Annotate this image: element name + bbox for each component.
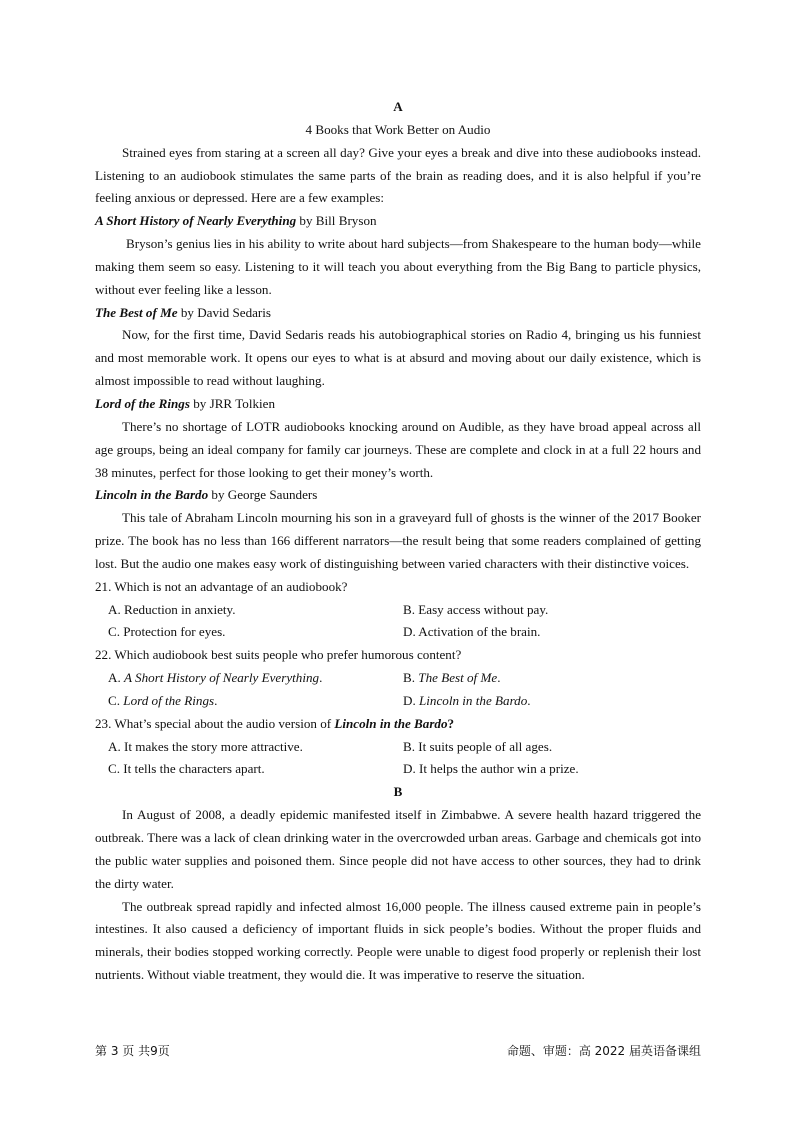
question-21-stem: 21. Which is not an advantage of an audiobook? bbox=[95, 578, 348, 594]
option-d: D. It helps the author win a prize. bbox=[403, 761, 579, 777]
question-23-stem: 23. What’s special about the audio version of Lincoln in the Bardo? bbox=[95, 715, 455, 731]
section-b-heading: B bbox=[393, 784, 403, 800]
book-author: by Bill Bryson bbox=[296, 213, 377, 229]
book-author: by David Sedaris bbox=[177, 304, 272, 320]
book-heading bbox=[95, 484, 701, 507]
option-d: D. Lincoln in the Bardo. bbox=[403, 692, 531, 708]
footer-credit: 命题、审题：高 2022 届英语备课组 bbox=[506, 1044, 701, 1058]
page-footer bbox=[95, 1042, 701, 1059]
book-description: Bryson’s genius lies in his ability to write about hard subjects—from Shakespeare to the human body—while making them seem so easy. Listening to it will teach you about everything from the Big Bang to particle physics, without ever feeling like a lesson. bbox=[95, 236, 701, 297]
document-page bbox=[95, 96, 701, 987]
book-description: Now, for the first time, David Sedaris reads his autobiographical stories on Radio 4, bringing us his funniest and most memorable work. It opens our eyes to what is at absurd and moving about our daily existence, which is almost impossible to read without laughing. bbox=[95, 327, 701, 389]
section-b-paragraph: The outbreak spread rapidly and infected almost 16,000 people. The illness caused extreme pain in people’s intestines. It also caused a deficiency of important fluids in sick people’s bodies. Without the proper fluids and minerals, their bodies stopped working correctly. People were unable to digest food properly or replenish their lost nutrients. Without viable treatment, they would die. It was imperative to reserve the situation. bbox=[95, 898, 701, 983]
option-b: B. It suits people of all ages. bbox=[403, 738, 553, 754]
book-title: The Best of Me bbox=[95, 304, 178, 320]
book-description: There’s no shortage of LOTR audiobooks knocking around on Audible, as they have broad appeal across all age groups, being an ideal company for family car journeys. These are complete and clock in at a full 22 hours and 38 minutes, perfect for those looking to get their money’s worth. bbox=[95, 418, 701, 480]
question-22-options bbox=[95, 667, 701, 713]
book-heading bbox=[95, 210, 701, 233]
option-c: C. Lord of the Rings. bbox=[108, 692, 218, 708]
option-c: C. Protection for eyes. bbox=[108, 624, 226, 640]
option-d: D. Activation of the brain. bbox=[403, 624, 541, 640]
intro-paragraph: Strained eyes from staring at a screen all day? Give your eyes a break and dive into these audiobooks instead. Listening to an audiobook stimulates the same parts of the brain as reading does, and it is also helpful if you’re feeling anxious or depressed. Here are a few examples: bbox=[95, 144, 701, 206]
option-a: A. It makes the story more attractive. bbox=[108, 738, 303, 754]
section-b-paragraph: In August of 2008, a deadly epidemic manifested itself in Zimbabwe. A severe health hazard triggered the outbreak. There was a lack of clean drinking water in the overcrowded urban areas. Garbage and chemicals got into the public water supplies and poisoned them. Since people did not have access to other sources, they had to drink the dirty water. bbox=[95, 807, 701, 891]
page-number: 第 3 页 共9页 bbox=[95, 1044, 170, 1058]
question-22-stem: 22. Which audiobook best suits people who prefer humorous content? bbox=[95, 647, 462, 663]
book-author: by JRR Tolkien bbox=[189, 395, 276, 411]
book-description: This tale of Abraham Lincoln mourning his son in a graveyard full of ghosts is the winner of the 2017 Booker prize. The book has no less than 166 different narrators—the result being that some readers complained of getting lost. But the audio one makes easy work of distinguishing between varied characters with their distinctive voices. bbox=[95, 510, 701, 571]
section-a-heading: A bbox=[393, 99, 403, 114]
option-c: C. It tells the characters apart. bbox=[108, 761, 265, 777]
question-21-options bbox=[95, 599, 701, 645]
book-title: Lord of the Rings bbox=[95, 395, 190, 411]
question-23-options bbox=[95, 736, 701, 782]
book-author: by George Saunders bbox=[208, 487, 318, 503]
option-b: B. Easy access without pay. bbox=[403, 601, 549, 617]
book-title: Lincoln in the Bardo bbox=[95, 487, 209, 503]
book-heading bbox=[95, 393, 701, 416]
book-title: A Short History of Nearly Everything bbox=[95, 213, 297, 229]
option-b: B. The Best of Me. bbox=[403, 670, 501, 686]
option-a: A. Reduction in anxiety. bbox=[108, 601, 236, 617]
article-title: 4 Books that Work Better on Audio bbox=[305, 121, 491, 137]
option-a: A. A Short History of Nearly Everything. bbox=[108, 670, 323, 686]
book-heading bbox=[95, 302, 701, 325]
